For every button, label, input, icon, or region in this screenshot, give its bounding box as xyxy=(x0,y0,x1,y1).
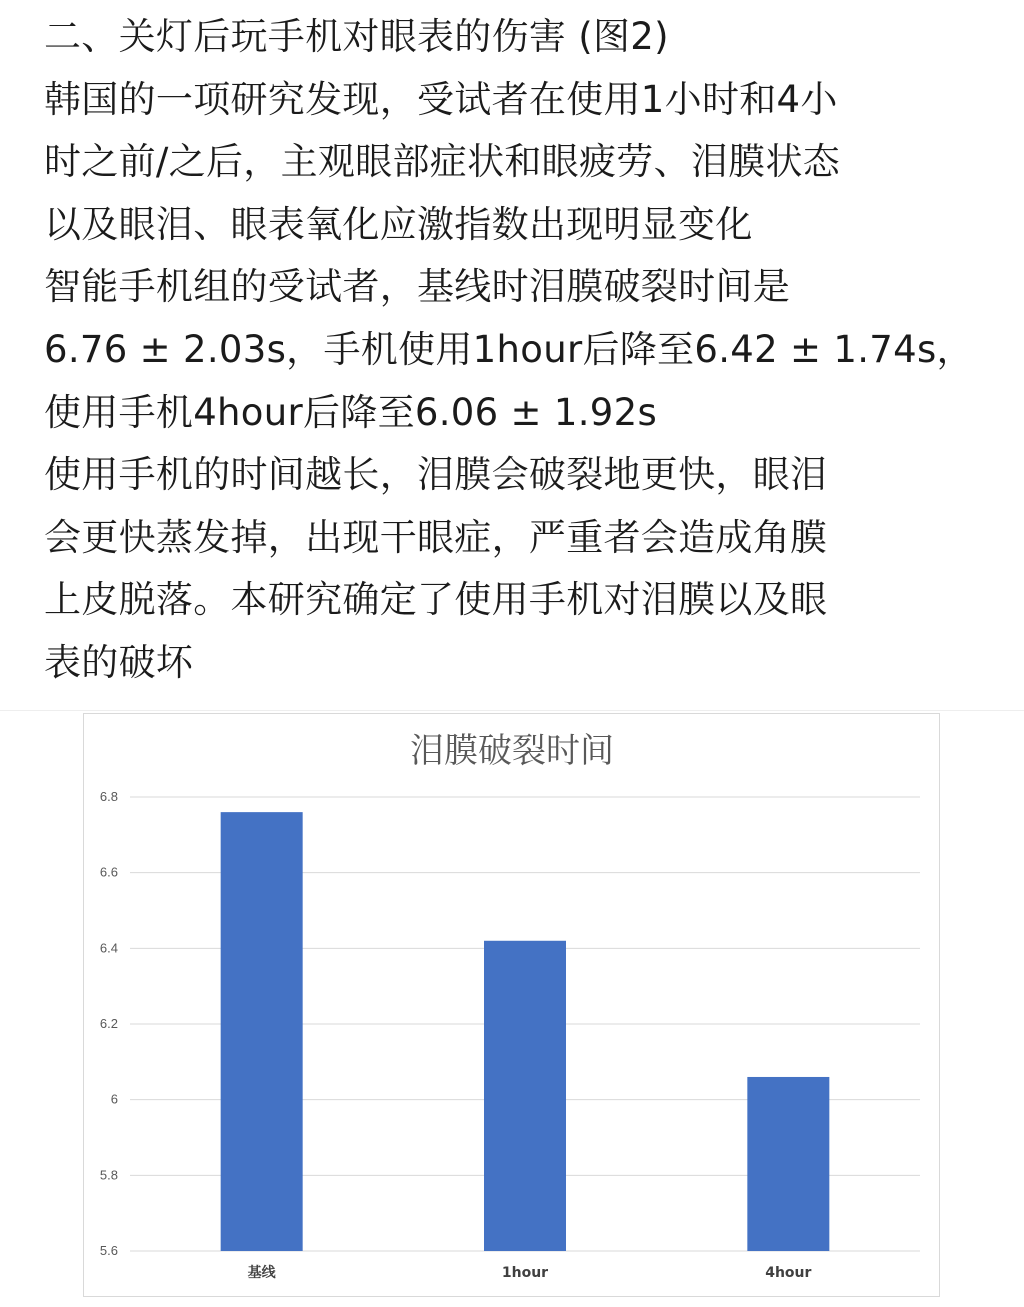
bar-1hour xyxy=(484,941,566,1251)
article-line: 智能手机组的受试者，基线时泪膜破裂时间是 xyxy=(44,265,790,309)
y-axis-ticks xyxy=(100,789,118,1258)
y-tick-label: 6.8 xyxy=(99,789,118,804)
y-tick-label: 6.6 xyxy=(99,864,118,880)
y-tick-label: 6.2 xyxy=(99,1016,118,1031)
y-tick-label: 5.6 xyxy=(99,1243,118,1258)
article-line: 会更快蒸发掉，出现干眼症，严重者会造成角膜 xyxy=(44,515,828,559)
article-heading: 二、关灯后玩手机对眼表的伤害 (图2) xyxy=(44,15,669,58)
x-category-label: 4hour xyxy=(765,1265,812,1281)
y-tick-label: 6 xyxy=(110,1091,118,1107)
article-line: 以及眼泪、眼表氧化应激指数出现明显变化 xyxy=(44,202,753,246)
bar-基线 xyxy=(221,812,303,1251)
figure-divider xyxy=(0,710,1024,711)
x-category-label: 1hour xyxy=(501,1265,549,1281)
chart-title: 泪膜破裂时间 xyxy=(410,731,614,771)
y-tick-label: 5.8 xyxy=(99,1167,118,1183)
bar-4hour xyxy=(747,1077,829,1251)
article-line: 表的破坏 xyxy=(44,640,194,684)
article-text xyxy=(44,6,1004,695)
article-line: 使用手机的时间越长，泪膜会破裂地更快，眼泪 xyxy=(44,453,828,497)
y-tick-label: 6.4 xyxy=(99,940,118,956)
article-line: 使用手机4hour后降至6.06 ± 1.92s xyxy=(44,390,658,434)
article-line: 上皮脱落。本研究确定了使用手机对泪膜以及眼 xyxy=(44,578,828,622)
article-line: 6.76 ± 2.03s，手机使用1hour后降至6.42 ± 1.74s， xyxy=(44,327,974,371)
x-category-label: 基线 xyxy=(247,1265,276,1281)
bars xyxy=(221,812,830,1251)
article-line: 时之前/之后，主观眼部症状和眼疲劳、泪膜状态 xyxy=(44,140,841,184)
bar-chart xyxy=(84,714,941,1298)
article-line: 韩国的一项研究发现，受试者在使用1小时和4小 xyxy=(44,77,838,121)
x-axis-categories xyxy=(248,1264,812,1281)
chart-figure xyxy=(83,713,940,1297)
